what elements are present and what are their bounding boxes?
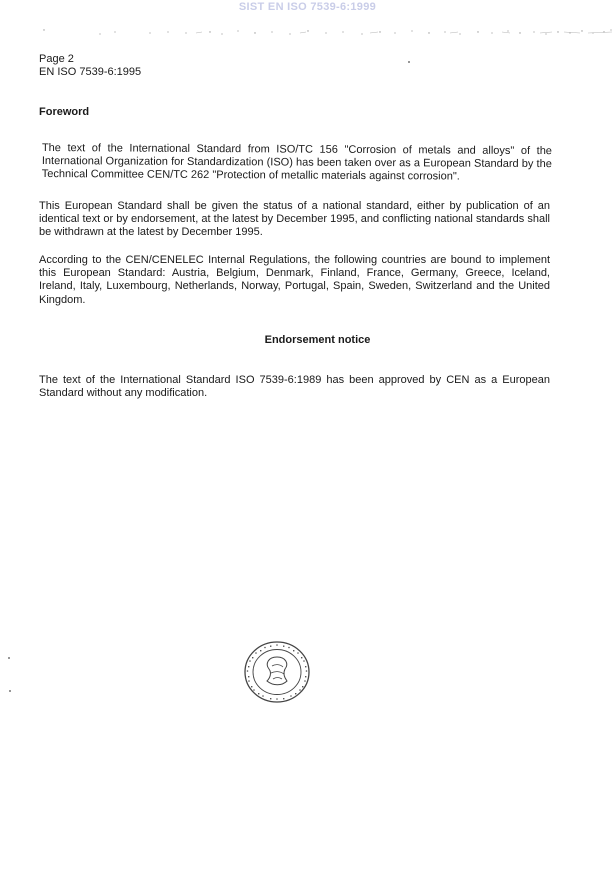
institute-seal-stamp	[243, 640, 311, 704]
scan-speck	[408, 61, 410, 63]
page-header	[39, 53, 141, 79]
watermark: SIST EN ISO 7539-6:1999	[238, 1, 377, 13]
endorsement-paragraph: The text of the International Standard ISO 7539-6:1989 has been approved by CEN as a European Standard without any modification.	[39, 374, 550, 400]
endorsement-heading: Endorsement notice	[264, 334, 371, 346]
foreword-paragraph: According to the CEN/CENELEC Internal Regulations, the following countries are bound to implement this European Standard: Austria, Belgium, Denmark, Finland, France, Germany, Greece, Iceland, Ireland, Italy, Luxembourg, Netherlands, Norway, Portugal, Spain, Sweden, Switzerland and the United Kingdom.	[39, 254, 550, 306]
foreword-paragraph: This European Standard shall be given the status of a national standard, either by publication of an identical text or by endorsement, at the latest by December 1995, and conflicting national standards shall be withdrawn at the latest by December 1995.	[39, 200, 550, 239]
foreword-heading: Foreword	[39, 106, 90, 118]
standard-id: EN ISO 7539-6:1995	[39, 66, 142, 78]
scan-noise	[40, 26, 615, 40]
foreword-paragraph: The text of the International Standard from ISO/TC 156 "Corrosion of metals and alloys" of the International Organization for Standardization (ISO) has been taken over as a European Standard by the Technical Committee CEN/TC 262 "Protection of metallic materials against corrosion".	[41, 142, 552, 183]
scan-speck	[9, 690, 11, 692]
page-number: Page 2	[39, 53, 74, 65]
scan-speck	[8, 657, 10, 659]
